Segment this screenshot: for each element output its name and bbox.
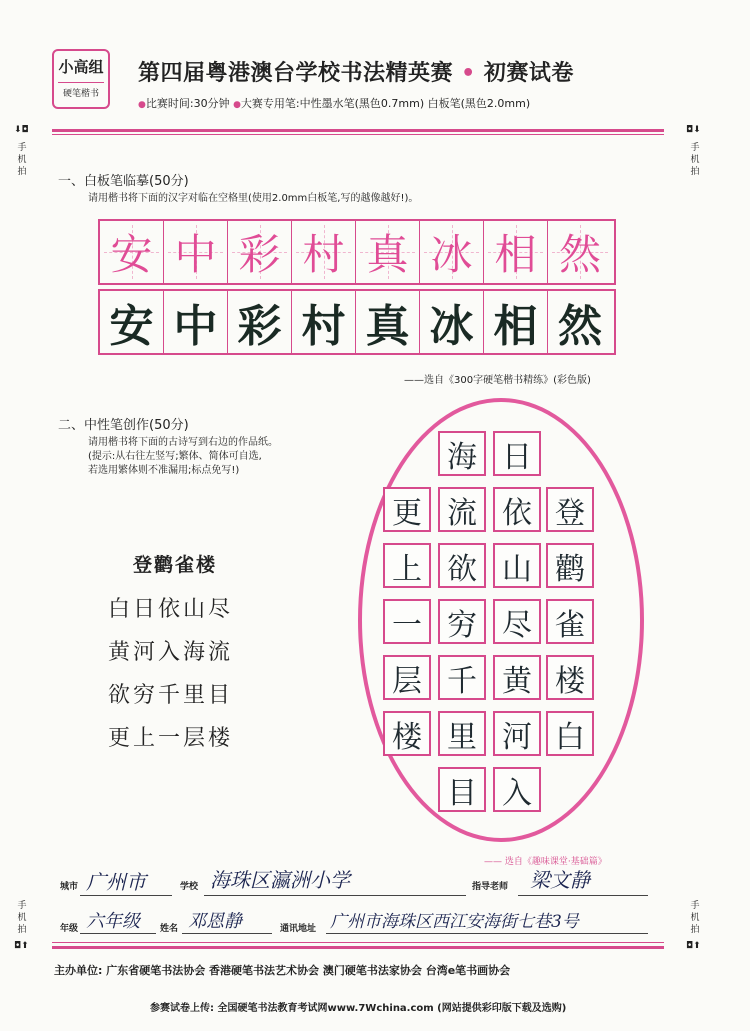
- title-sub: 初赛试卷: [483, 61, 574, 86]
- work-char-cell: 流: [438, 487, 486, 532]
- model-char-cell: 中: [164, 221, 228, 283]
- school-value: 海珠区瀛洲小学: [210, 868, 350, 892]
- section1-instruction: 请用楷书将下面的汉字对临在空格里(使用2.0mm白板笔,写的越像越好!)。: [88, 193, 419, 204]
- address-value: 广州市海珠区西江安海街七巷3号: [330, 912, 579, 932]
- time-info: 比赛时间:30分钟: [145, 97, 230, 110]
- city-label: 城市: [60, 882, 79, 892]
- camera-icon-top-left: ⬇◘: [14, 125, 29, 135]
- model-char-cell: 彩: [228, 221, 292, 283]
- work-char-cell: 黄: [493, 655, 541, 700]
- poem-line: 白日依山尽: [108, 597, 234, 622]
- written-char-cell: 彩: [228, 291, 292, 353]
- pen-info: 大赛专用笔:中性墨水笔(黑色0.7mm) 白板笔(黑色2.0mm): [240, 97, 531, 110]
- section1-source: ——选自《300字硬笔楷书精练》(彩色版): [404, 375, 591, 386]
- written-char-row: [98, 289, 616, 355]
- section2-instruction-1: 请用楷书将下面的古诗写到右边的作品纸。: [88, 437, 278, 448]
- written-char-cell: 冰: [420, 291, 484, 353]
- section2-instruction-3: 若选用繁体则不准漏用;标点免写!): [88, 465, 240, 476]
- badge-group-label: 小高组: [58, 58, 104, 76]
- work-char-cell: 白: [546, 711, 594, 756]
- side-note-bottom-right: 手机拍: [690, 901, 700, 935]
- work-char-cell: 更: [383, 487, 431, 532]
- written-char-cell: 相: [484, 291, 548, 353]
- work-char-cell: 楼: [383, 711, 431, 756]
- poem-line: 黄河入海流: [108, 640, 234, 665]
- work-char-cell: 楼: [546, 655, 594, 700]
- work-char-cell: 目: [438, 767, 486, 812]
- teacher-value: 梁文静: [530, 868, 590, 892]
- poem-line: 欲穷千里目: [108, 683, 234, 708]
- model-char-cell: 冰: [420, 221, 484, 283]
- page-title: 第四届粤港澳台学校书法精英赛 • 初赛试卷: [138, 61, 574, 86]
- header-divider: [52, 129, 664, 132]
- exam-info: ●比赛时间:30分钟 ●大赛专用笔:中性墨水笔(黑色0.7mm) 白板笔(黑色2.0mm): [138, 97, 531, 110]
- work-char-cell: 欲: [438, 543, 486, 588]
- work-char-cell: 一: [383, 599, 431, 644]
- work-char-cell: 穷: [438, 599, 486, 644]
- organizers: 主办单位: 广东省硬笔书法协会 香港硬笔书法艺术协会 澳门硬笔书法家协会 台湾e笔书画协会: [54, 964, 511, 977]
- model-char-cell: 然: [548, 221, 612, 283]
- teacher-label: 指导老师: [472, 882, 509, 892]
- camera-icon-top-right: ◘⬇: [686, 125, 701, 135]
- section2-instruction-2: (提示:从右往左竖写;繁体、简体可自选,: [88, 451, 262, 462]
- model-char-cell: 安: [100, 221, 164, 283]
- work-char-cell: 雀: [546, 599, 594, 644]
- work-char-cell: 鹳: [546, 543, 594, 588]
- work-char-cell: 里: [438, 711, 486, 756]
- written-char-cell: 中: [164, 291, 228, 353]
- city-value: 广州市: [86, 870, 146, 894]
- model-char-cell: 真: [356, 221, 420, 283]
- model-char-cell: 村: [292, 221, 356, 283]
- name-value: 邓恩静: [188, 911, 242, 932]
- section1-title: 一、白板笔临摹(50分): [58, 174, 189, 189]
- written-char-cell: 然: [558, 301, 602, 352]
- school-label: 学校: [180, 882, 199, 892]
- poem-line: 更上一层楼: [108, 726, 234, 751]
- work-char-cell: 千: [438, 655, 486, 700]
- group-badge: [52, 49, 110, 109]
- grade-value: 六年级: [86, 911, 140, 932]
- work-char-cell: 海: [438, 431, 486, 476]
- grade-label: 年级: [60, 924, 79, 934]
- work-char-cell: 层: [383, 655, 431, 700]
- work-char-cell: 登: [546, 487, 594, 532]
- work-char-cell: 日: [493, 431, 541, 476]
- work-char-cell: 尽: [493, 599, 541, 644]
- side-note-top-right: 手机拍: [690, 143, 700, 177]
- section2-source: —— 选自《趣味课堂·基础篇》: [484, 857, 607, 867]
- work-char-cell: 河: [493, 711, 541, 756]
- work-char-cell: 山: [493, 543, 541, 588]
- badge-style-label: 硬笔楷书: [62, 89, 99, 99]
- written-char-cell: 安: [100, 291, 164, 353]
- side-note-top-left: 手机拍: [17, 143, 27, 177]
- camera-icon-bottom-right: ◘⬆: [686, 941, 701, 951]
- work-char-cell: 上: [383, 543, 431, 588]
- address-label: 通讯地址: [280, 924, 317, 934]
- model-char-cell: 相: [484, 221, 548, 283]
- section2-title: 二、中性笔创作(50分): [58, 418, 189, 433]
- upload-info: 参赛试卷上传: 全国硬笔书法教育考试网www.7Wchina.com (网站提供彩印版下载及选购): [150, 1003, 567, 1014]
- title-main: 第四届粤港澳台学校书法精英赛: [138, 61, 454, 86]
- name-label: 姓名: [160, 924, 179, 934]
- work-char-cell: 依: [493, 487, 541, 532]
- side-note-bottom-left: 手机拍: [17, 901, 27, 935]
- camera-icon-bottom-left: ◘⬆: [14, 941, 29, 951]
- written-char-cell: 真: [356, 291, 420, 353]
- work-char-cell: 入: [493, 767, 541, 812]
- model-char-row: [98, 219, 616, 285]
- footer-divider: [52, 946, 664, 949]
- poem-title: 登鹳雀楼: [133, 554, 218, 576]
- written-char-cell: 村: [292, 291, 356, 353]
